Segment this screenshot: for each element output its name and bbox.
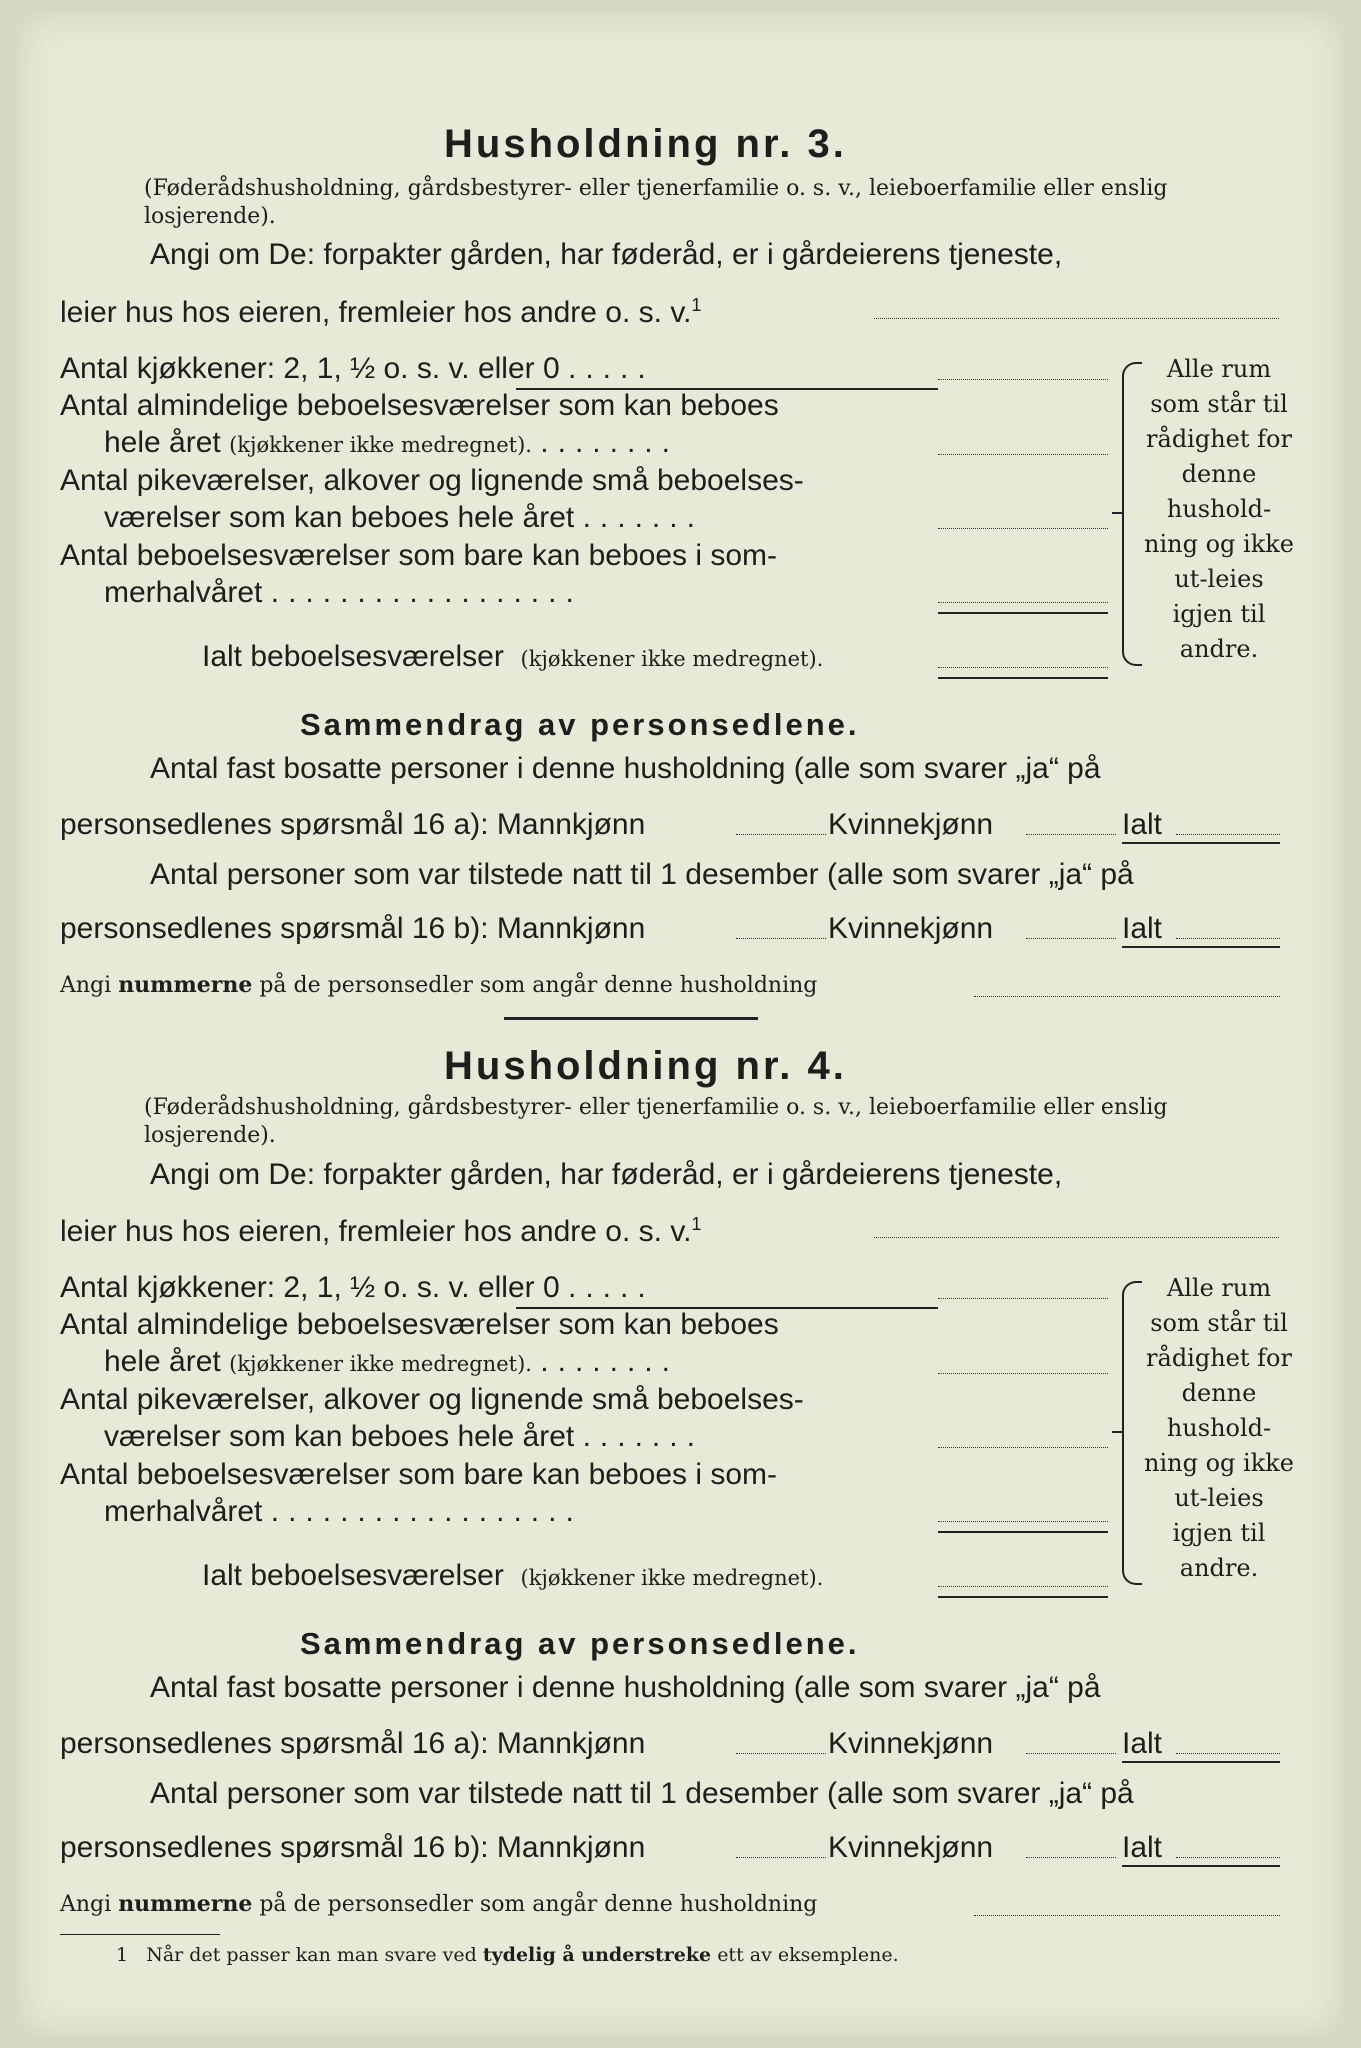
- maid-rooms-field[interactable]: [938, 1447, 1108, 1448]
- present-female-field[interactable]: [1026, 1857, 1116, 1858]
- resident-male-field[interactable]: [736, 1753, 826, 1754]
- brace: [1122, 1281, 1142, 1585]
- household-title: Husholdning nr. 3.: [444, 122, 847, 166]
- summer-rooms-field[interactable]: [938, 602, 1108, 603]
- resident-persons-line1: Antal fast bosatte personer i denne husholdning (alle som svarer „ja“ på: [150, 752, 1101, 785]
- kitchens-field[interactable]: [938, 1298, 1108, 1299]
- resident-female-field[interactable]: [1026, 834, 1116, 835]
- ordinary-rooms-field[interactable]: [938, 454, 1108, 455]
- total-label: Ialt: [1122, 912, 1163, 945]
- kitchens-label: Antal kjøkkener: 2, 1, ½ o. s. v. eller 0 .....: [60, 1271, 655, 1304]
- maid-rooms-label-2: værelser som kan beboes hele året .......: [104, 501, 704, 534]
- present-persons-line1: Antal personer som var tilstede natt til 1 desember (alle som svarer „ja“ på: [150, 858, 1134, 891]
- kitchens-label: Antal kjøkkener: 2, 1, ½ o. s. v. eller 0 .....: [60, 352, 655, 385]
- resident-male-field[interactable]: [736, 834, 826, 835]
- census-form-page: [16, 12, 1345, 2036]
- present-persons-line2: personsedlenes spørsmål 16 b): Mannkjønn: [60, 912, 646, 945]
- summer-rooms-label-2: merhalvåret ..................: [104, 1495, 583, 1528]
- brace: [1122, 362, 1142, 666]
- total-rooms-field[interactable]: [938, 667, 1108, 668]
- arrangement-prompt-line1: Angi om De: forpakter gården, har føderåd, er i gårdeierens tjeneste,: [150, 238, 1063, 271]
- underline: [1122, 1761, 1280, 1763]
- underline: [938, 612, 1108, 614]
- resident-total-field[interactable]: [1176, 834, 1280, 835]
- total-label: Ialt: [1122, 1727, 1163, 1760]
- resident-female-field[interactable]: [1026, 1753, 1116, 1754]
- resident-persons-line1: Antal fast bosatte personer i denne husholdning (alle som svarer „ja“ på: [150, 1671, 1101, 1704]
- female-label: Kvinnekjønn: [828, 808, 994, 841]
- female-label: Kvinnekjønn: [828, 912, 994, 945]
- underline: [1122, 1865, 1280, 1867]
- household-type-note: (Føderådshusholdning, gårdsbestyrer- eller tjenerfamilie o. s. v., leieboerfamilie eller enslig losjerende).: [144, 176, 1168, 229]
- present-persons-line1: Antal personer som var tilstede natt til 1 desember (alle som svarer „ja“ på: [150, 1777, 1134, 1810]
- present-male-field[interactable]: [736, 938, 826, 939]
- section-divider: [504, 1017, 758, 1020]
- underline: [938, 1596, 1108, 1598]
- present-total-field[interactable]: [1176, 1857, 1280, 1858]
- arrangement-prompt-line2: leier hus hos eieren, fremleier hos andre o. s. v.$^1$: [60, 1214, 702, 1248]
- summary-title: Sammendrag av personsedlene.: [300, 707, 860, 742]
- maid-rooms-label-2: værelser som kan beboes hele året .......: [104, 1420, 704, 1453]
- total-label: Ialt: [1122, 1831, 1163, 1864]
- maid-rooms-label: Antal pikeværelser, alkover og lignende små beboelses-: [60, 464, 804, 497]
- summer-rooms-field[interactable]: [938, 1521, 1108, 1522]
- ordinary-rooms-label-2: hele året (kjøkkener ikke medregnet). ........: [104, 1345, 679, 1378]
- household-title: Husholdning nr. 4.: [444, 1044, 847, 1088]
- total-rooms-field[interactable]: [938, 1586, 1108, 1587]
- maid-rooms-field[interactable]: [938, 528, 1108, 529]
- numbers-instruction: Angi nummerne på de personsedler som angår denne husholdning: [60, 1891, 818, 1917]
- kitchens-field[interactable]: [938, 379, 1108, 380]
- arrangement-prompt-line2: leier hus hos eieren, fremleier hos andre o. s. v.$^1$: [60, 295, 702, 329]
- total-rooms-label: Ialt beboelsesværelser (kjøkkener ikke medregnet).: [202, 1559, 824, 1592]
- present-total-field[interactable]: [1176, 938, 1280, 939]
- underline: [1122, 946, 1280, 948]
- arrangement-answer-field[interactable]: [874, 318, 1279, 319]
- ordinary-rooms-label: Antal almindelige beboelsesværelser som kan beboes: [60, 1308, 779, 1341]
- numbers-instruction: Angi nummerne på de personsedler som angår denne husholdning: [60, 972, 818, 998]
- numbers-field[interactable]: [974, 1915, 1280, 1916]
- ordinary-rooms-field[interactable]: [938, 1373, 1108, 1374]
- present-male-field[interactable]: [736, 1857, 826, 1858]
- arrangement-prompt-line1: Angi om De: forpakter gården, har føderåd, er i gårdeierens tjeneste,: [150, 1158, 1063, 1191]
- side-note-rooms: Alle rum som står til rådighet for denne hushold-ning og ikke ut-leies igjen til andre.: [1144, 355, 1294, 663]
- brace-tip: [1112, 512, 1122, 514]
- underline: [1122, 842, 1280, 844]
- ordinary-rooms-label: Antal almindelige beboelsesværelser som kan beboes: [60, 389, 779, 422]
- footnote-rule: [60, 1934, 220, 1935]
- ordinary-rooms-label-2: hele året (kjøkkener ikke medregnet). ........: [104, 426, 679, 459]
- brace-tip: [1112, 1431, 1122, 1433]
- household-type-note: (Føderådshusholdning, gårdsbestyrer- eller tjenerfamilie o. s. v., leieboerfamilie eller enslig losjerende).: [144, 1095, 1168, 1148]
- underline: [938, 1531, 1108, 1533]
- summer-rooms-label: Antal beboelsesværelser som bare kan beboes i som-: [60, 1458, 778, 1491]
- footnote: 1 Når det passer kan man svare ved tydelig å understreke ett av eksemplene.: [116, 1944, 899, 1966]
- female-label: Kvinnekjønn: [828, 1727, 994, 1760]
- numbers-field[interactable]: [974, 996, 1280, 997]
- summer-rooms-label-2: merhalvåret ..................: [104, 576, 583, 609]
- summary-title: Sammendrag av personsedlene.: [300, 1626, 860, 1661]
- side-note-rooms: Alle rum som står til rådighet for denne hushold-ning og ikke ut-leies igjen til andre.: [1144, 1274, 1294, 1582]
- resident-total-field[interactable]: [1176, 1753, 1280, 1754]
- summer-rooms-label: Antal beboelsesværelser som bare kan beboes i som-: [60, 539, 778, 572]
- total-label: Ialt: [1122, 808, 1163, 841]
- resident-persons-line2: personsedlenes spørsmål 16 a): Mannkjønn: [60, 808, 646, 841]
- maid-rooms-label: Antal pikeværelser, alkover og lignende små beboelses-: [60, 1383, 804, 1416]
- arrangement-answer-field[interactable]: [874, 1237, 1279, 1238]
- present-female-field[interactable]: [1026, 938, 1116, 939]
- resident-persons-line2: personsedlenes spørsmål 16 a): Mannkjønn: [60, 1727, 646, 1760]
- present-persons-line2: personsedlenes spørsmål 16 b): Mannkjønn: [60, 1831, 646, 1864]
- female-label: Kvinnekjønn: [828, 1831, 994, 1864]
- underline: [938, 677, 1108, 679]
- total-rooms-label: Ialt beboelsesværelser (kjøkkener ikke medregnet).: [202, 640, 824, 673]
